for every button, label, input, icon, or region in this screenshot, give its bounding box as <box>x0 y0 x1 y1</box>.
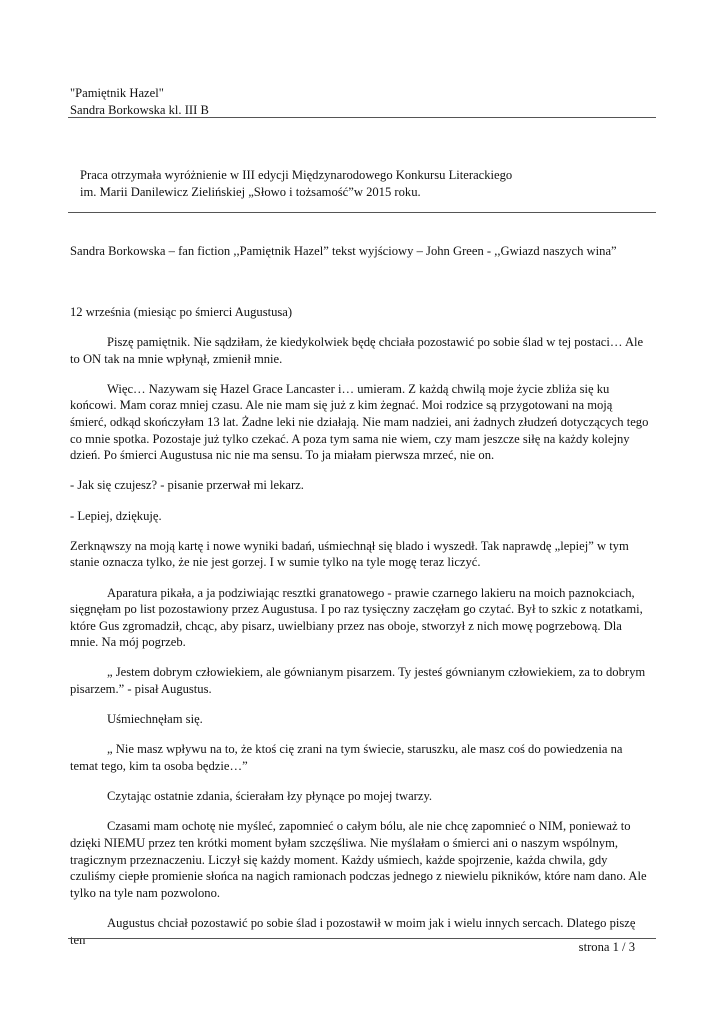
paragraph: Czasami mam ochotę nie myśleć, zapomnieć o całym bólu, ale nie chcę zapomnieć o NIM, ponieważ to dzięki NIEMU przez ten krótki moment byłam szczęśliwa. Nie myślałam o śmierci ani o naszym wspólnym, tragicznym przeznaczeniu. Liczył się każdy moment. Każdy uśmiech, każde spojrzenie, każda chwila, gdy czuliśmy ciepłe promienie słońca na nagich ramionach podczas jednego z niewielu pikników, które nam dano. Ale tylko na tyle nam pozwolono. <box>70 819 647 900</box>
footer-rule <box>68 938 656 939</box>
body-text <box>70 334 650 962</box>
paragraph: - Lepiej, dziękuję. <box>70 508 162 523</box>
paragraph: Więc… Nazywam się Hazel Grace Lancaster i… umieram. Z każdą chwilą moje życie zbliża się ku końcowi. Mam coraz mniej czasu. Ale nie mam się już z kim żegnać. Moi rodzice są przygotowani na moją śmierć, odkąd skończyłam 13 lat. Żadne leki nie działają. Nie mam nadziei, ani żadnych złudzeń dotyczących tego co mnie spotka. Pozostaje już tylko czekać. A poza tym sama nie wiem, czy mam jeszcze siłę na każdy kolejny dzień. Po śmierci Augustusa nic nie ma sensu. To ja miałam pierwsza mrzeć, nie on. <box>70 381 649 463</box>
paragraph: Aparatura pikała, a ja podziwiając resztki granatowego - prawie czarnego lakieru na moich paznokciach, sięgnęłam po list pozostawiony przez Augustusa. I po raz tysięczny zaczęłam go czytać. Był to szkic z notatkami, które Gus zgromadził, chcąc, aby pisarz, uwielbiany przez nas oboje, stworzył z nich mowę pogrzebową. Dla mnie. Na mój pogrzeb. <box>70 585 643 650</box>
intro-line: Sandra Borkowska – fan fiction ,,Pamiętnik Hazel” tekst wyjściowy – John Green - ,,Gwiazd naszych wina” <box>70 244 617 258</box>
award-line: im. Marii Danilewicz Zielińskiej „Słowo i tożsamość”w 2015 roku. <box>80 185 421 199</box>
paragraph: - Jak się czujesz? - pisanie przerwał mi lekarz. <box>70 478 304 493</box>
award-rule <box>68 212 656 213</box>
award-line: Praca otrzymała wyróżnienie w III edycji Międzynarodowego Konkursu Literackiego <box>80 168 513 182</box>
paragraph: „ Nie masz wpływu na to, że ktoś cię zrani na tym świecie, staruszku, ale masz coś do powiedzenia na temat tego, kim ta osoba będzie…” <box>70 742 623 774</box>
page-number: strona 1 / 3 <box>578 940 635 954</box>
award-note <box>80 167 640 201</box>
header-rule <box>68 117 656 118</box>
paragraph: Uśmiechnęłam się. <box>107 712 203 727</box>
paragraph: Zerknąwszy na moją kartę i nowe wyniki badań, uśmiechnął się blado i wyszedł. Tak naprawdę „lepiej” w tym stanie oznacza tylko, że nie jest gorzej. I w sumie tylko na tyle mogę teraz liczyć. <box>70 538 629 570</box>
paragraph: Augustus chciał pozostawić po sobie ślad i pozostawił w moim jak i wielu innych sercach. Dlatego piszę ten <box>70 915 636 947</box>
date-line: 12 września (miesiąc po śmierci Augustusa) <box>70 305 293 319</box>
paragraph: „ Jestem dobrym człowiekiem, ale gównianym pisarzem. Ty jesteś gównianym człowiekiem, za to dobrym pisarzem.” - pisał Augustus. <box>70 665 646 697</box>
paragraph: Piszę pamiętnik. Nie sądziłam, że kiedykolwiek będę chciała pozostawić po sobie ślad w tej postaci… Ale to ON tak na mnie wpłynął, zmienił mnie. <box>70 335 644 366</box>
document-header <box>70 85 209 119</box>
document-title: "Pamiętnik Hazel" <box>70 86 164 100</box>
paragraph: Czytając ostatnie zdania, ścierałam łzy płynące po mojej twarzy. <box>107 789 433 804</box>
author-line: Sandra Borkowska kl. III B <box>70 103 209 117</box>
